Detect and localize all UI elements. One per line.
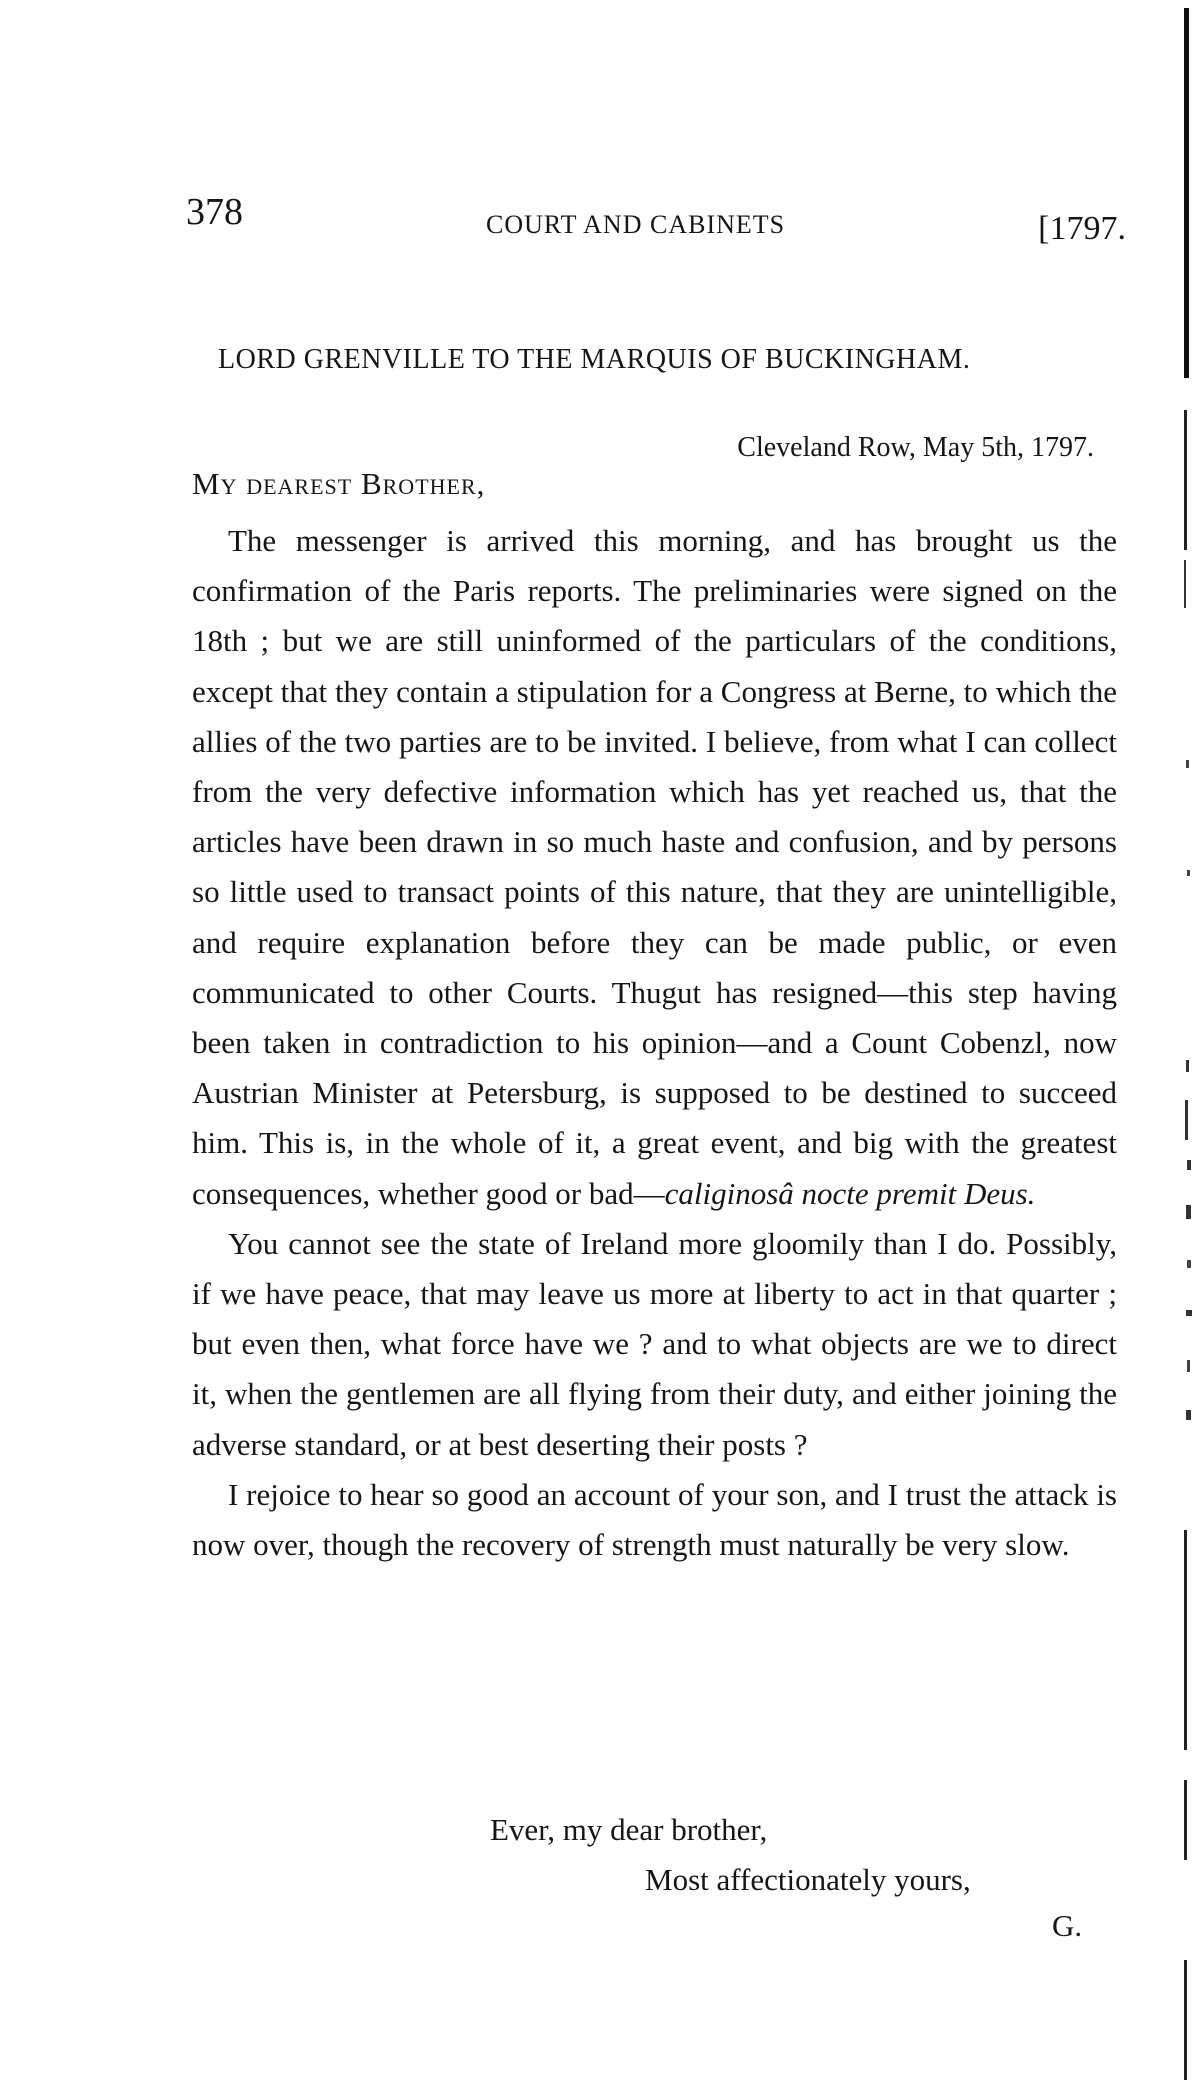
edge-speck-7 bbox=[1187, 1260, 1191, 1268]
closing-line-2: Most affectionately yours, bbox=[645, 1862, 971, 1897]
edge-speck-10 bbox=[1186, 1410, 1191, 1420]
paragraph-1 bbox=[192, 516, 1117, 1219]
edge-speck-2 bbox=[1187, 870, 1190, 876]
paragraph-2: You cannot see the state of Ireland more gloomily than I do. Possibly, if we have peace, that may leave us more at liberty to act in that quarter ; but even then, what force have we ? and to what objects are we to direct it, when the gentlemen are all flying from their duty, and either joining the adverse standard, or at best deserting their posts ? bbox=[192, 1225, 1117, 1462]
signature: G. bbox=[1052, 1908, 1083, 1943]
letter-salutation: My dearest Brother, bbox=[192, 466, 486, 501]
closing-line-1: Ever, my dear brother, bbox=[490, 1812, 768, 1847]
running-head bbox=[186, 190, 1126, 250]
edge-speck-5 bbox=[1187, 1160, 1191, 1170]
edge-speck-6 bbox=[1186, 1205, 1191, 1219]
edge-bar-bottom bbox=[1184, 1780, 1187, 1860]
edge-bar-top bbox=[1184, 8, 1189, 378]
paragraph-1-text: The messenger is arrived this morning, and has brought us the confirmation of the Paris reports. The preliminaries were signed on the 18th ; but we are still uninformed of the particulars of the conditions, except that they contain a stipulation for a Congress at Berne, to which the allies of the two parties are to be invited. I believe, from what I can collect from the very defective information which has yet reached us, that the articles have been drawn in so much haste and confusion, and by persons so little used to transact points of this nature, that they are unintelligible, and require explanation before they can be made public, or even communicated to other Courts. Thugut has resigned—this step having been taken in contradiction to his opinion—and a Count Cobenzl, now Austrian Minister at Petersburg, is supposed to be destined to succeed him. This is, in the whole of it, a great event, and big with the greatest consequences, whether good or bad— bbox=[192, 523, 1117, 1211]
page-number: 378 bbox=[186, 191, 243, 233]
edge-bar-small bbox=[1184, 560, 1186, 608]
edge-speck-9 bbox=[1187, 1360, 1190, 1372]
edge-bar-lower bbox=[1184, 1530, 1187, 1750]
page-edge-scan-marks bbox=[1150, 0, 1194, 2085]
edge-speck-8 bbox=[1186, 1310, 1192, 1316]
letter-heading: LORD GRENVILLE TO THE MARQUIS OF BUCKINGHAM. bbox=[218, 344, 971, 375]
edge-speck-3 bbox=[1186, 1060, 1189, 1072]
edge-bar-mid bbox=[1184, 410, 1187, 550]
paragraph-3: I rejoice to hear so good an account of your son, and I trust the attack is now over, though the recovery of strength must naturally be very slow. bbox=[192, 1476, 1117, 1563]
edge-bar-end bbox=[1184, 1960, 1187, 2080]
running-year: [1797. bbox=[1038, 210, 1126, 247]
letter-body bbox=[192, 516, 1117, 1570]
latin-quotation: caliginosâ nocte premit Deus. bbox=[664, 1175, 1036, 1211]
edge-speck-4 bbox=[1185, 1100, 1188, 1140]
running-title: COURT AND CABINETS bbox=[486, 210, 786, 239]
edge-speck-1 bbox=[1186, 760, 1189, 768]
letter-dateline: Cleveland Row, May 5th, 1797. bbox=[737, 432, 1094, 463]
